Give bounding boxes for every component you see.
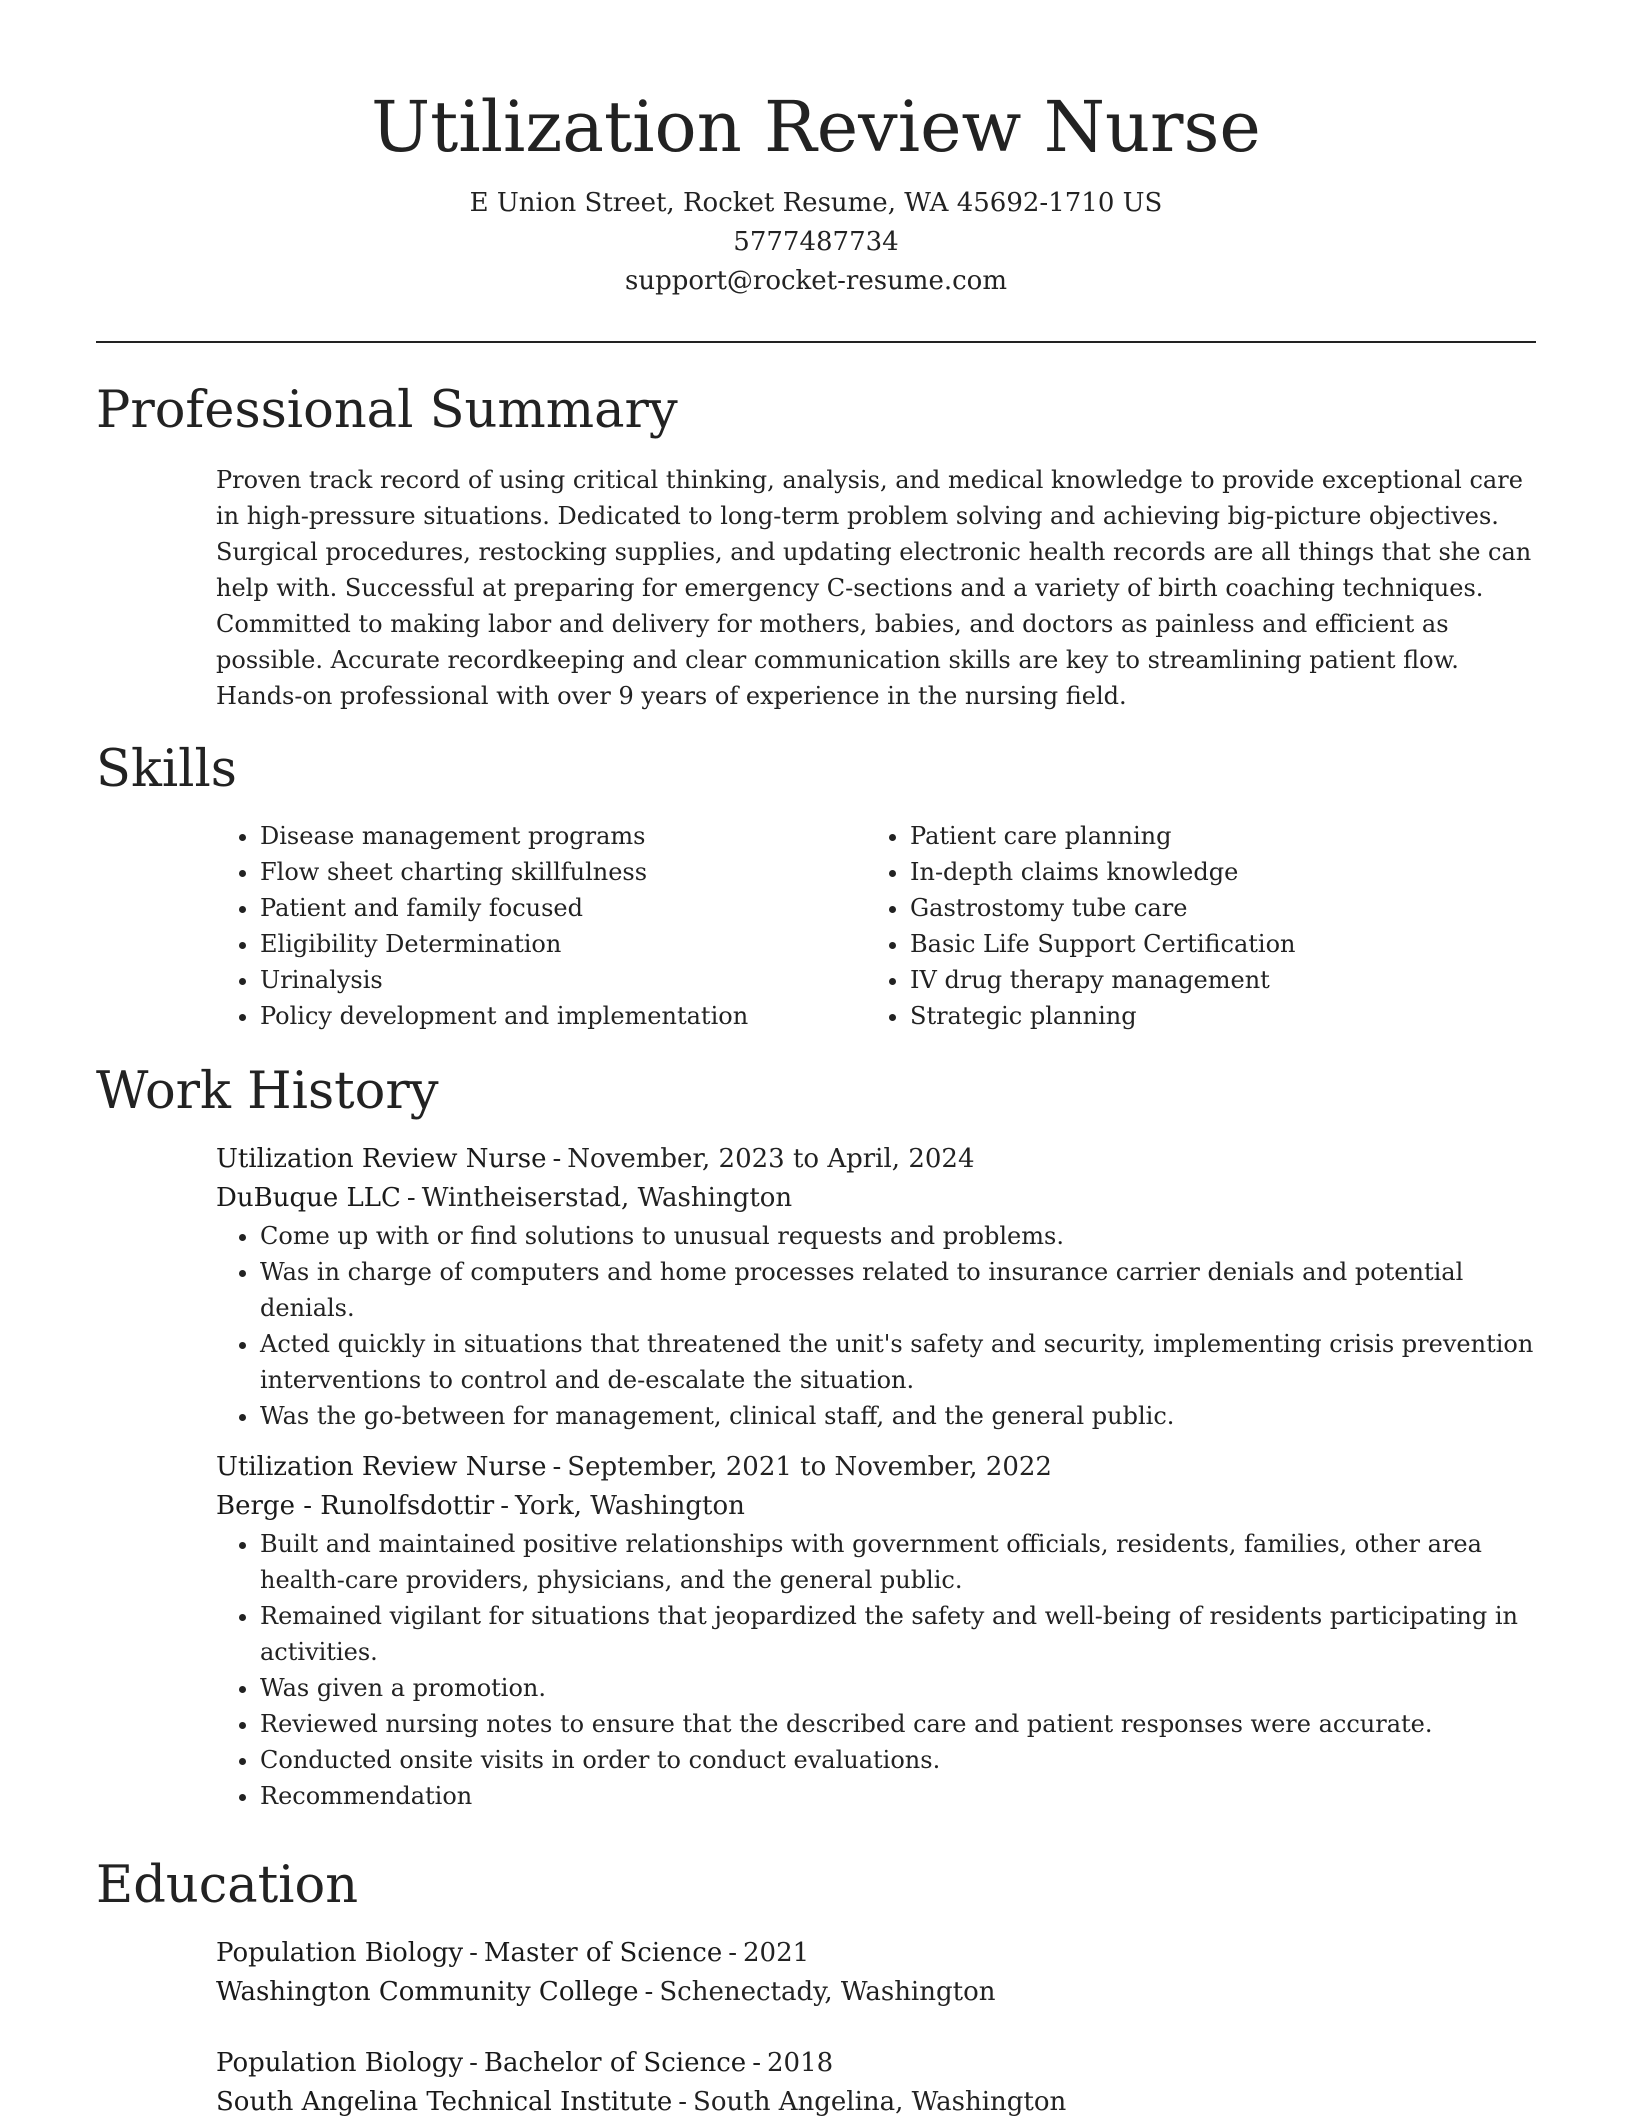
skill-item: • Flow sheet charting skillfulness xyxy=(260,854,836,890)
skill-item: • Patient care planning xyxy=(910,818,1526,854)
job-title-line xyxy=(216,1448,1534,1487)
school-name: South Angelina Technical Institute xyxy=(216,2087,673,2117)
header-divider xyxy=(96,341,1536,343)
skill-item: • In-depth claims knowledge xyxy=(910,854,1526,890)
address: E Union Street, Rocket Resume, WA 45692-1710 US xyxy=(469,188,1163,218)
skill-item: • Disease management programs xyxy=(260,818,836,854)
skills-list-right xyxy=(866,818,1526,1034)
job-bullet: • Conducted onsite visits in order to conduct evaluations. xyxy=(260,1742,1534,1778)
degree-line xyxy=(216,1934,1534,1973)
skill-item: • Eligibility Determination xyxy=(260,926,836,962)
company-name: DuBuque LLC xyxy=(216,1183,401,1213)
job-bullet: • Was given a promotion. xyxy=(260,1670,1534,1706)
job-title: Utilization Review Nurse xyxy=(216,1452,547,1482)
education-entry xyxy=(216,1934,1534,2012)
job-title-line xyxy=(216,1140,1534,1179)
school-location: South Angelina, Washington xyxy=(693,2087,1067,2117)
skill-item: • Patient and family focused xyxy=(260,890,836,926)
job-bullet: • Was in charge of computers and home processes related to insurance carrier denials and potential denials. xyxy=(260,1254,1534,1326)
job-location: York, Washington xyxy=(515,1491,745,1521)
skills-column-left xyxy=(216,818,836,1034)
job-company-line xyxy=(216,1487,1534,1526)
separator: - xyxy=(469,2048,478,2078)
job-bullet: • Recommendation xyxy=(260,1778,1534,1814)
job-location: Wintheiserstad, Washington xyxy=(421,1183,793,1213)
section-title-education: Education xyxy=(96,1856,359,1915)
separator: - xyxy=(644,1977,654,2007)
graduation-year: 2018 xyxy=(766,2048,834,2078)
separator: - xyxy=(728,1938,738,1968)
skill-item: • Urinalysis xyxy=(260,962,836,998)
job-entry xyxy=(216,1140,1534,1434)
field-of-study: Population Biology xyxy=(216,2048,464,2078)
separator: - xyxy=(552,1144,562,1174)
candidate-name: Utilization Review Nurse xyxy=(371,86,1261,168)
section-title-skills: Skills xyxy=(96,740,237,799)
job-bullet: • Reviewed nursing notes to ensure that the described care and patient responses were accurate. xyxy=(260,1706,1534,1742)
skill-item: • Gastrostomy tube care xyxy=(910,890,1526,926)
education-entry xyxy=(216,2044,1534,2122)
job-bullets xyxy=(216,1218,1534,1434)
summary-section xyxy=(216,462,1534,714)
section-title-summary: Professional Summary xyxy=(96,381,678,440)
job-bullet: • Remained vigilant for situations that jeopardized the safety and well-being of residents participating in activities. xyxy=(260,1598,1534,1670)
skill-item: • Basic Life Support Certification xyxy=(910,926,1526,962)
section-title-work-history: Work History xyxy=(96,1062,439,1121)
job-title: Utilization Review Nurse xyxy=(216,1144,547,1174)
job-dates: November, 2023 to April, 2024 xyxy=(567,1144,975,1174)
school-line xyxy=(216,2083,1534,2122)
job-company-line xyxy=(216,1179,1534,1218)
school-location: Schenectady, Washington xyxy=(659,1977,996,2007)
skills-list-left xyxy=(216,818,836,1034)
job-bullets xyxy=(216,1526,1534,1814)
separator: - xyxy=(678,2087,688,2117)
job-dates: September, 2021 to November, 2022 xyxy=(567,1452,1052,1482)
contact-info xyxy=(96,184,1536,301)
job-bullet: • Built and maintained positive relationships with government officials, residents, families, other area health-care providers, physicians, and the general public. xyxy=(260,1526,1534,1598)
email-address: support@rocket-resume.com xyxy=(624,266,1007,296)
graduation-year: 2021 xyxy=(743,1938,810,1968)
skills-column-right xyxy=(866,818,1526,1034)
separator: - xyxy=(500,1491,510,1521)
separator: - xyxy=(552,1452,562,1482)
job-bullet: • Come up with or find solutions to unusual requests and problems. xyxy=(260,1218,1534,1254)
phone-number: 5777487734 xyxy=(733,227,899,257)
company-name: Berge - Runolfsdottir xyxy=(216,1491,495,1521)
skill-item: • IV drug therapy management xyxy=(910,962,1526,998)
resume-header xyxy=(96,82,1536,301)
school-line xyxy=(216,1973,1534,2012)
separator: - xyxy=(469,1938,478,1968)
separator: - xyxy=(406,1183,416,1213)
degree-name: Bachelor of Science xyxy=(483,2048,747,2078)
school-name: Washington Community College xyxy=(216,1977,639,2007)
separator: - xyxy=(752,2048,761,2078)
job-bullet: • Acted quickly in situations that threatened the unit's safety and security, implementing crisis prevention interventions to control and de-escalate the situation. xyxy=(260,1326,1534,1398)
skill-item: • Policy development and implementation xyxy=(260,998,836,1034)
summary-text: Proven track record of using critical thinking, analysis, and medical knowledge to provide exceptional care in high-pressure situations. Dedicated to long-term problem solving and achieving big-picture objectives. Surgical procedures, restocking supplies, and updating electronic health records are all things that she can help with. Successful at preparing for emergency C-sections and a variety of birth coaching techniques. Committed to making labor and delivery for mothers, babies, and doctors as painless and efficient as possible. Accurate recordkeeping and clear communication skills are key to streamlining patient flow. Hands-on professional with over 9 years of experience in the nursing field. xyxy=(216,466,1532,710)
degree-name: Master of Science xyxy=(483,1938,723,1968)
job-entry xyxy=(216,1448,1534,1814)
skill-item: • Strategic planning xyxy=(910,998,1526,1034)
degree-line xyxy=(216,2044,1534,2083)
job-bullet: • Was the go-between for management, clinical staff, and the general public. xyxy=(260,1398,1534,1434)
field-of-study: Population Biology xyxy=(216,1938,464,1968)
